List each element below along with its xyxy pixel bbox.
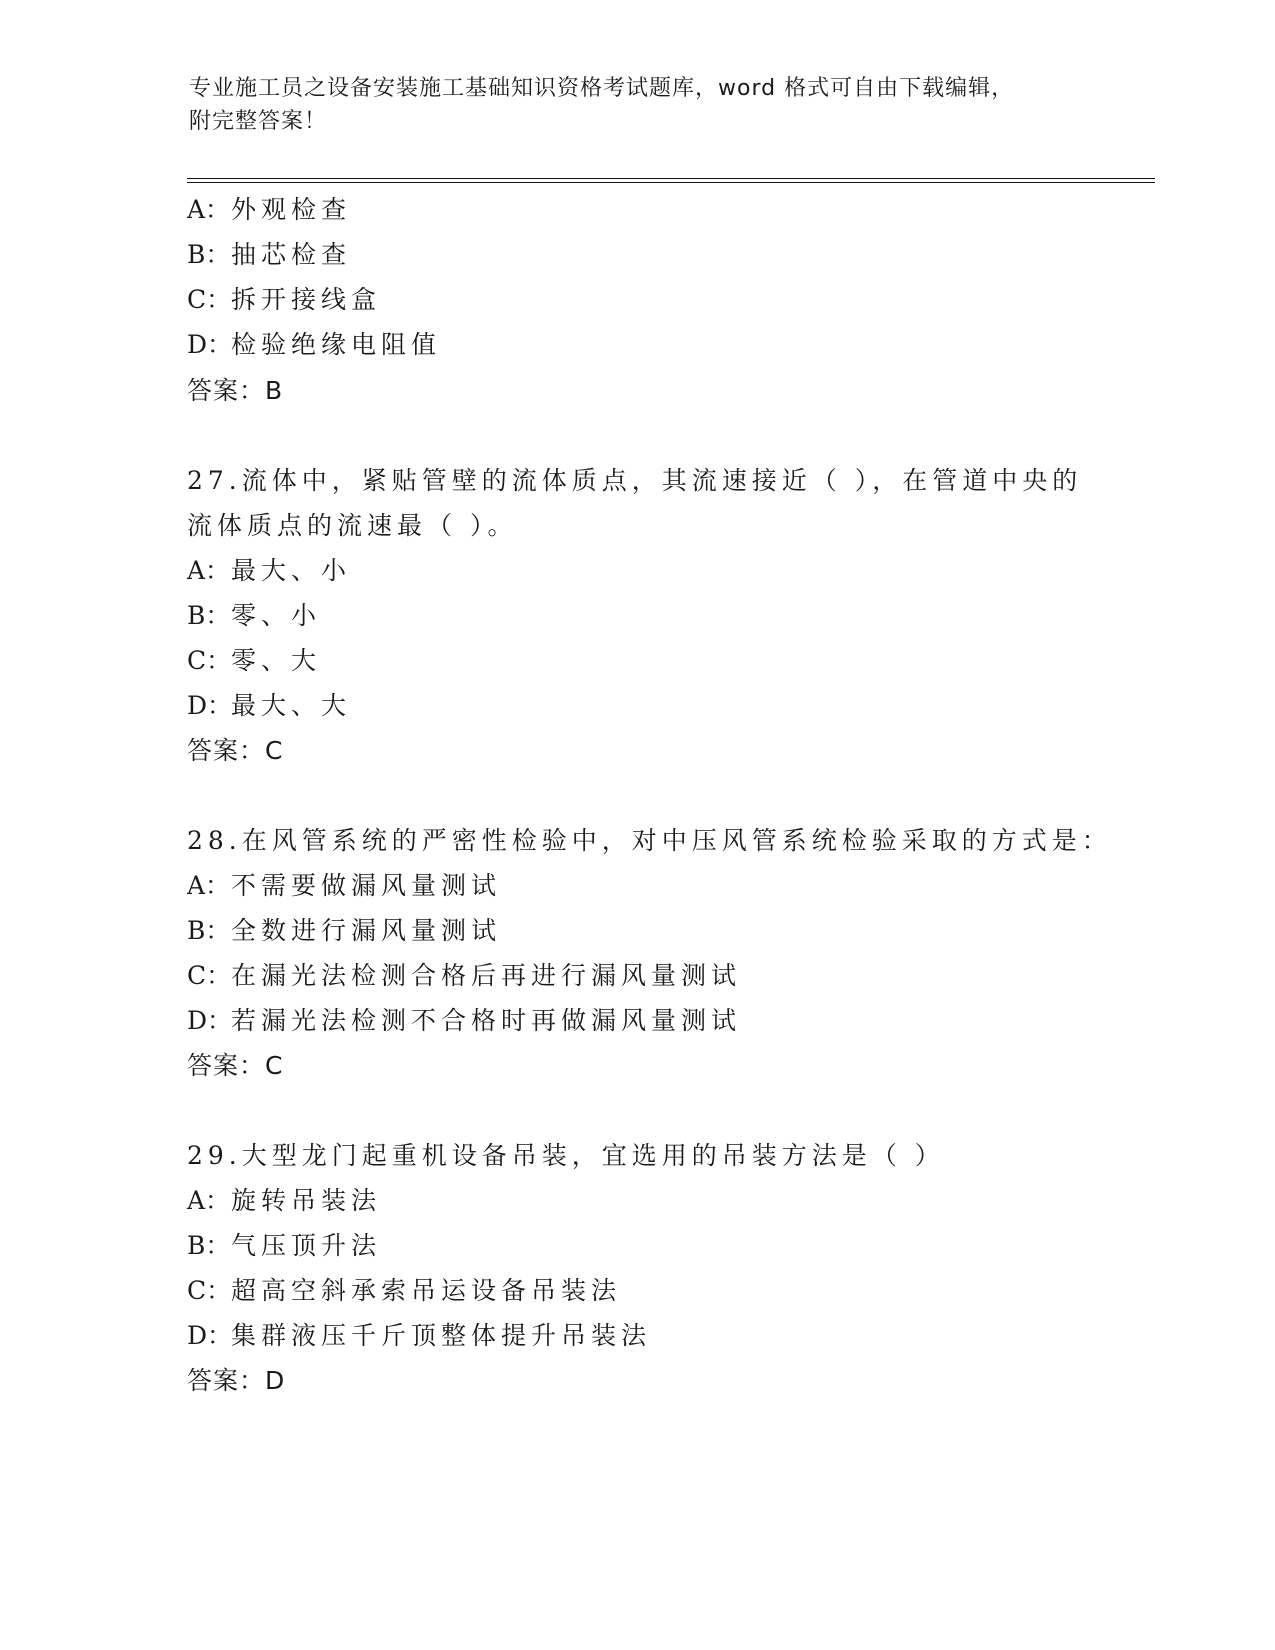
answer-line: 答案：B xyxy=(187,376,284,405)
question-27-text: 27.流体中，紧贴管壁的流体质点，其流速接近（ ），在管道中央的 xyxy=(187,466,1083,495)
option-c: C：超高空斜承索吊运设备吊装法 xyxy=(187,1276,622,1305)
option-b: B：气压顶升法 xyxy=(187,1231,382,1260)
answer-line: 答案：D xyxy=(187,1366,286,1395)
header-divider-top xyxy=(187,178,1155,179)
option-a: A：最大、小 xyxy=(187,556,352,585)
option-b: B：全数进行漏风量测试 xyxy=(187,916,502,945)
option-c: C：在漏光法检测合格后再进行漏风量测试 xyxy=(187,961,742,990)
question-27-text-cont: 流体质点的流速最（ ）。 xyxy=(187,511,518,540)
document-header xyxy=(189,72,1069,138)
question-28-text: 28.在风管系统的严密性检验中，对中压风管系统检验采取的方式是： xyxy=(187,826,1112,855)
option-d: D：最大、大 xyxy=(187,691,352,720)
header-divider-bottom xyxy=(187,182,1155,183)
option-c: C：零、大 xyxy=(187,646,322,675)
question-29-text: 29.大型龙门起重机设备吊装，宜选用的吊装方法是（ ） xyxy=(187,1141,945,1170)
header-line-1: 专业施工员之设备安装施工基础知识资格考试题库，word 格式可自由下载编辑， xyxy=(189,76,1015,101)
option-a: A：外观检查 xyxy=(187,195,352,224)
option-b: B：零、小 xyxy=(187,601,322,630)
option-c: C：拆开接线盒 xyxy=(187,285,382,314)
option-d: D：若漏光法检测不合格时再做漏风量测试 xyxy=(187,1006,742,1035)
answer-line: 答案：C xyxy=(187,1051,284,1080)
header-line-2: 附完整答案！ xyxy=(189,109,328,134)
answer-line: 答案：C xyxy=(187,736,284,765)
option-d: D：集群液压千斤顶整体提升吊装法 xyxy=(187,1321,652,1350)
option-a: A：旋转吊装法 xyxy=(187,1186,382,1215)
option-b: B：抽芯检查 xyxy=(187,240,352,269)
option-a: A：不需要做漏风量测试 xyxy=(187,871,502,900)
option-d: D：检验绝缘电阻值 xyxy=(187,330,442,359)
